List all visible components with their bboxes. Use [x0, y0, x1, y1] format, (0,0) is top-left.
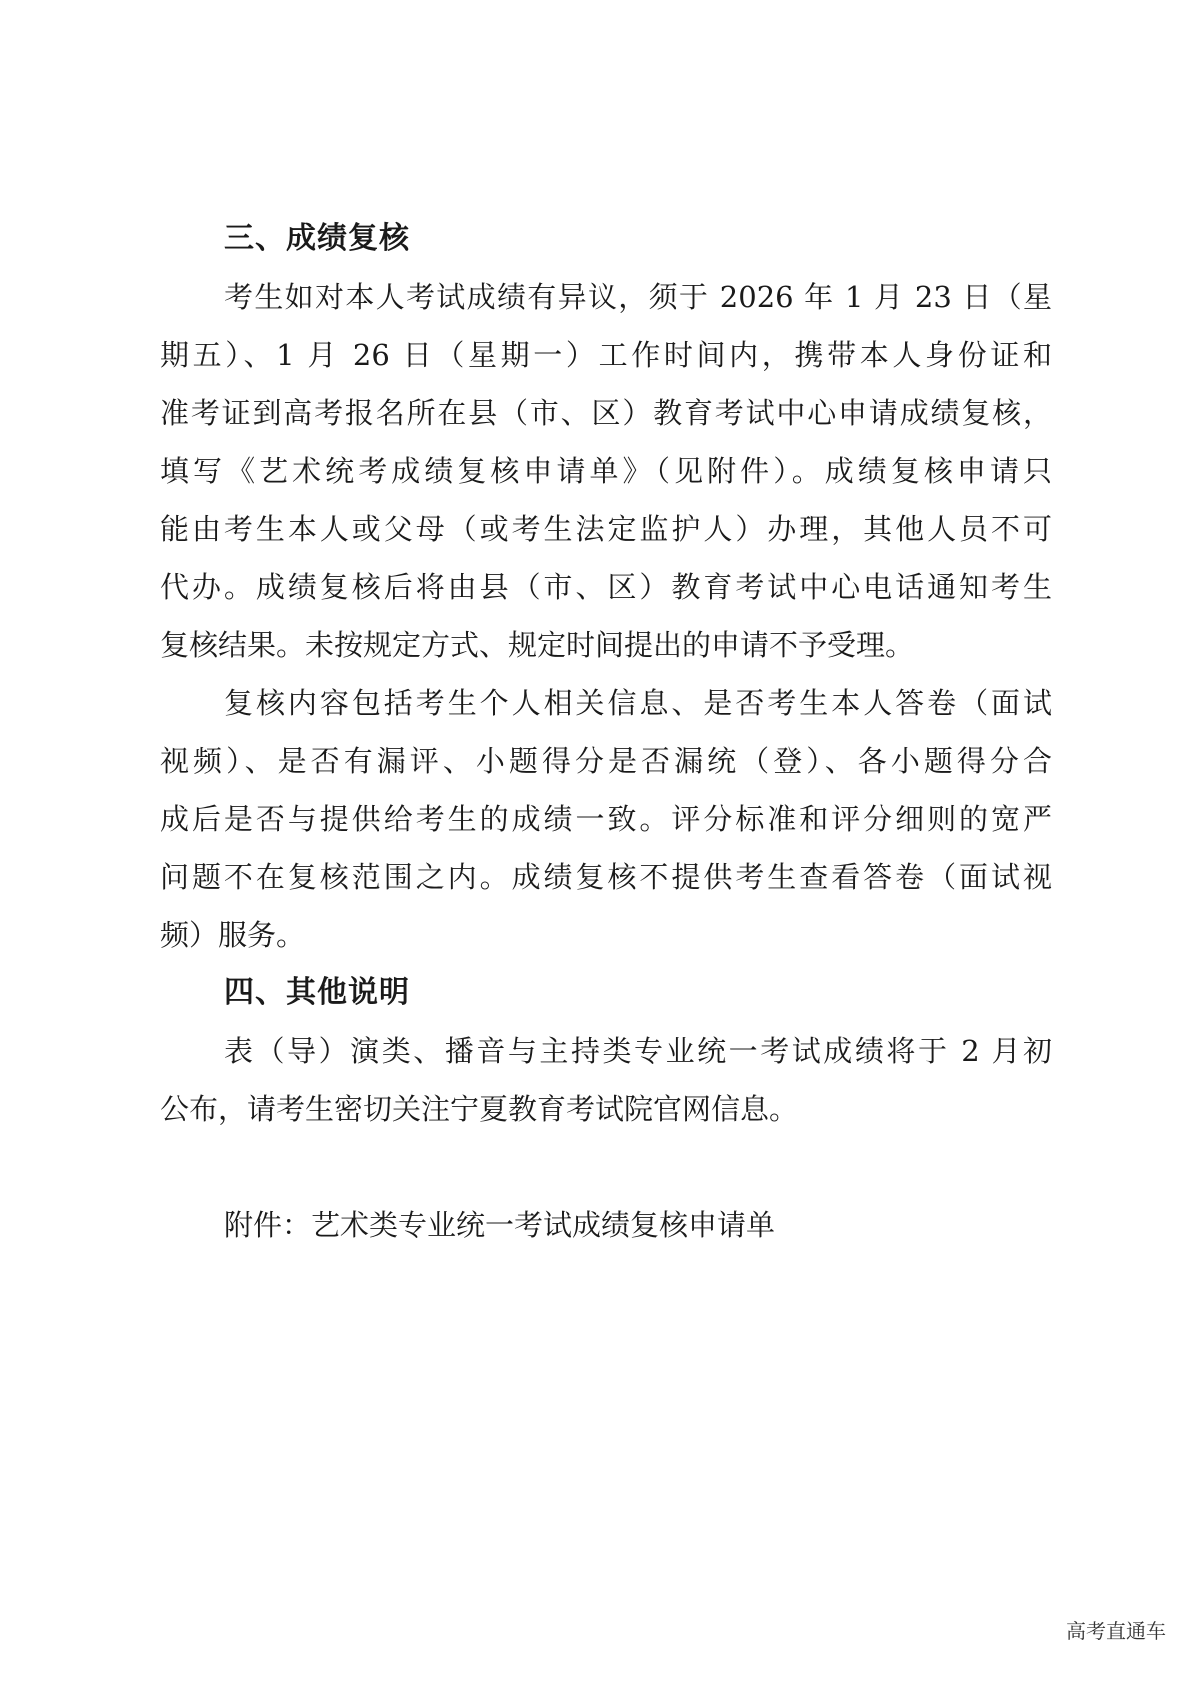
text-line: 成后是否与提供给考生的成绩一致。评分标准和评分细则的宽严	[160, 802, 1052, 836]
section-3-paragraph-2	[160, 674, 1052, 964]
text-line: 视频）、是否有漏评、小题得分是否漏统（登）、各小题得分合	[160, 744, 1052, 778]
section-3-heading: 三、成绩复核	[224, 221, 410, 256]
text-line: 代办。成绩复核后将由县（市、区）教育考试中心电话通知考生	[160, 570, 1052, 604]
text-line: 考生如对本人考试成绩有异议，须于 2026 年 1 月 23 日（星	[224, 280, 1052, 314]
attachment-note: 附件：艺术类专业统一考试成绩复核申请单	[224, 1208, 776, 1242]
text-line: 能由考生本人或父母（或考生法定监护人）办理，其他人员不可	[160, 512, 1052, 546]
text-line: 表（导）演类、播音与主持类专业统一考试成绩将于 2 月初	[224, 1034, 1052, 1068]
text-line: 填写《艺术统考成绩复核申请单》（见附件）。成绩复核申请只	[160, 454, 1052, 488]
watermark-text: 高考直通车	[1066, 1619, 1166, 1643]
text-line: 复核结果。未按规定方式、规定时间提出的申请不予受理。	[160, 628, 915, 662]
text-line: 公布，请考生密切关注宁夏教育考试院官网信息。	[160, 1092, 799, 1126]
text-line: 准考证到高考报名所在县（市、区）教育考试中心申请成绩复核，	[160, 396, 1052, 430]
document-body	[160, 210, 1052, 1254]
section-4-paragraph-1	[160, 1022, 1052, 1138]
text-line: 期五）、1 月 26 日（星期一）工作时间内，携带本人身份证和	[160, 338, 1052, 372]
section-4-heading: 四、其他说明	[224, 975, 410, 1010]
text-line: 问题不在复核范围之内。成绩复核不提供考生查看答卷（面试视	[160, 860, 1052, 894]
text-line: 频）服务。	[160, 918, 306, 952]
spacer	[160, 1138, 1052, 1196]
text-line: 复核内容包括考生个人相关信息、是否考生本人答卷（面试	[224, 686, 1052, 720]
section-3-paragraph-1	[160, 268, 1052, 674]
